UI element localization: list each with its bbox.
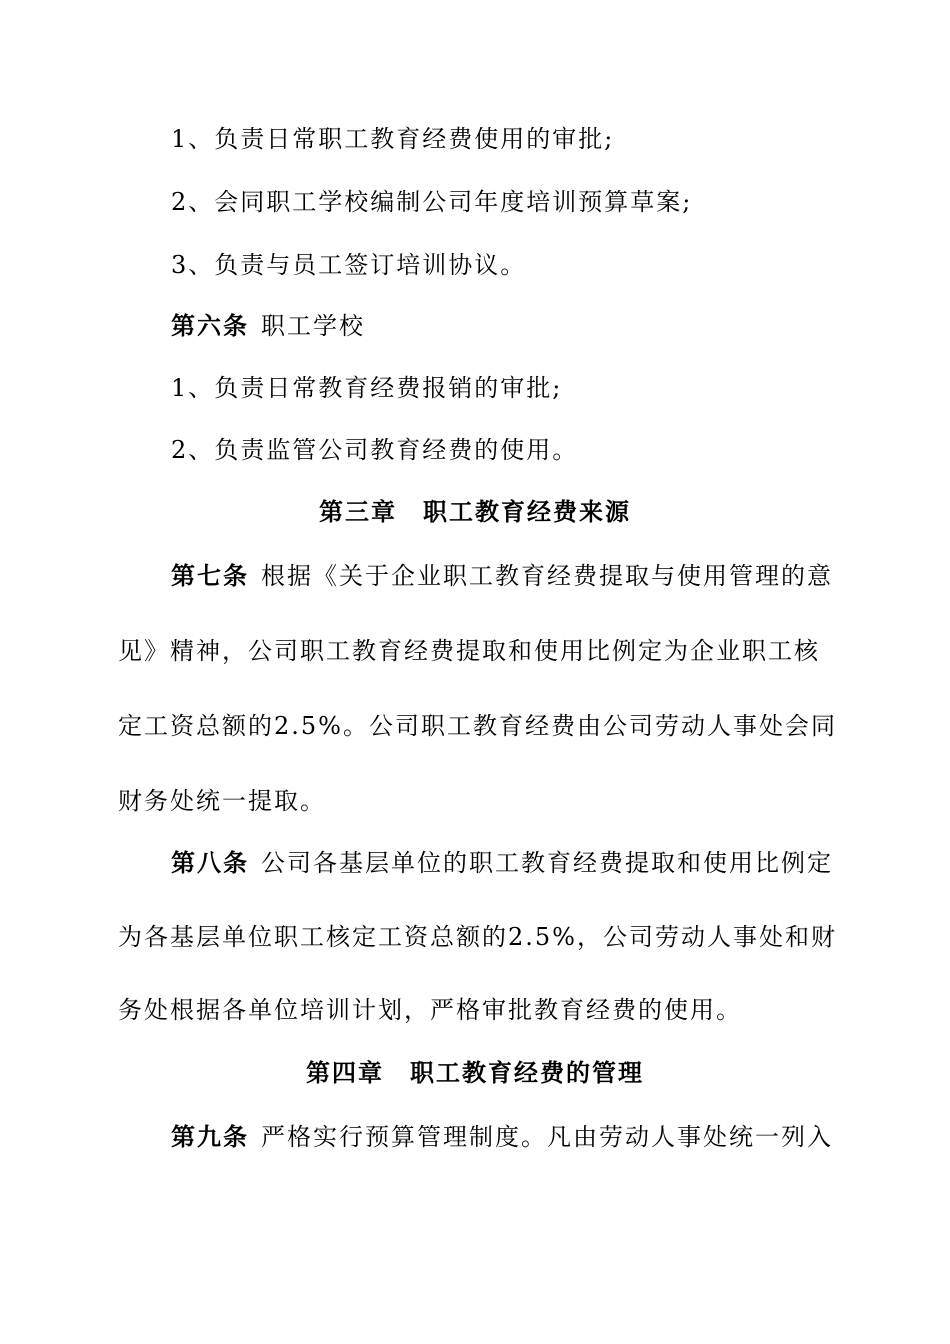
paragraph-text: 根据《关于企业职工教育经费提取与使用管理的意 (261, 562, 833, 590)
paragraph-line: 务处根据各单位培训计划，严格审批教育经费的使用。 (118, 996, 742, 1024)
article-label: 第八条 (171, 848, 249, 877)
list-item: 2、负责监管公司教育经费的使用。 (171, 436, 579, 464)
chapter-heading: 第四章 职工教育经费的管理 (306, 1058, 644, 1087)
article-title: 职工学校 (261, 312, 365, 340)
paragraph-line (171, 561, 833, 591)
paragraph-line (171, 848, 833, 878)
article-6-heading (171, 311, 365, 341)
list-item: 2、会同职工学校编制公司年度培训预算草案; (171, 188, 693, 216)
paragraph-line: 见》精神，公司职工教育经费提取和使用比例定为企业职工核 (118, 637, 820, 665)
paragraph-text: 严格实行预算管理制度。凡由劳动人事处统一列入 (261, 1123, 833, 1151)
paragraph-line: 财务处统一提取。 (118, 787, 326, 815)
chapter-heading: 第三章 职工教育经费来源 (319, 497, 631, 526)
list-item: 1、负责日常教育经费报销的审批; (171, 374, 563, 402)
article-label: 第七条 (171, 561, 249, 590)
paragraph-line (171, 1122, 833, 1152)
paragraph-line: 为各基层单位职工核定工资总额的2.5%，公司劳动人事处和财 (118, 923, 837, 951)
article-label: 第六条 (171, 311, 249, 340)
paragraph-text: 公司各基层单位的职工教育经费提取和使用比例定 (261, 849, 833, 877)
article-label: 第九条 (171, 1122, 249, 1151)
list-item: 1、负责日常职工教育经费使用的审批; (171, 125, 615, 153)
paragraph-line: 定工资总额的2.5%。公司职工教育经费由公司劳动人事处会同 (118, 712, 837, 740)
list-item: 3、负责与员工签订培训协议。 (171, 251, 527, 279)
